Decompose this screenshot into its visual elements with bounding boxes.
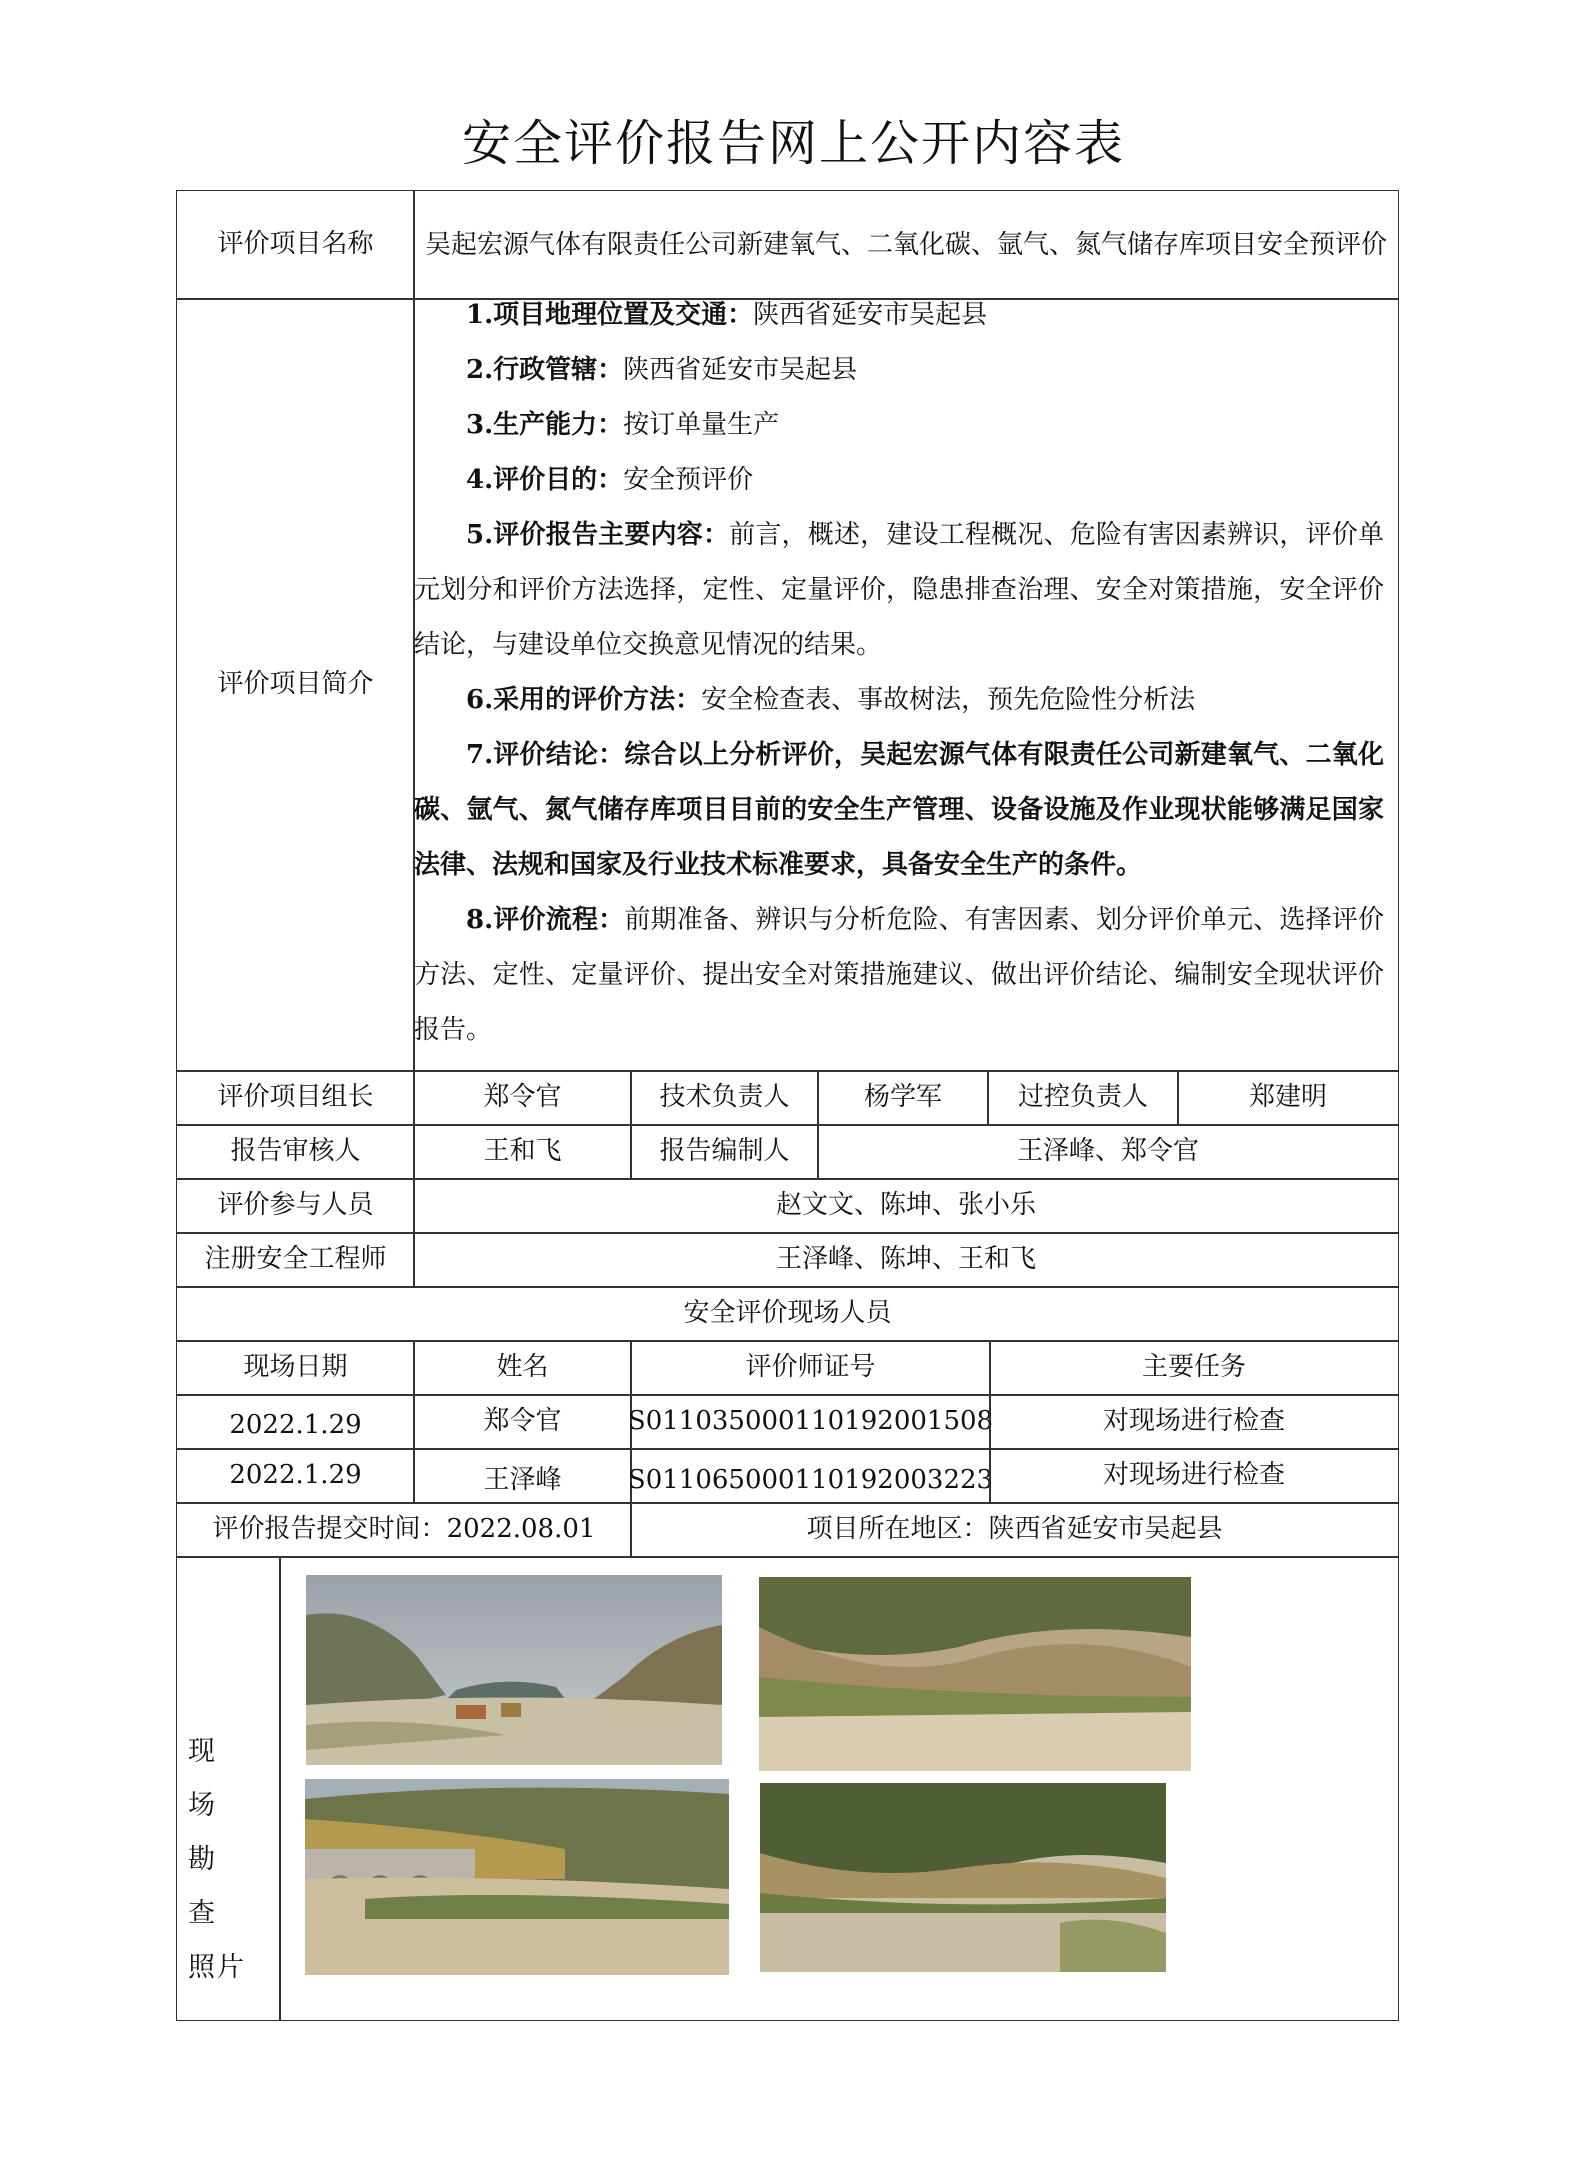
intro-item-key: 7.评价结论： bbox=[466, 740, 625, 770]
engineers-cell bbox=[413, 1232, 1399, 1288]
page-title: 安全评价报告网上公开内容表 bbox=[461, 115, 1125, 172]
intro-item-2 bbox=[414, 343, 1384, 398]
site-row-2-task-cell bbox=[989, 1448, 1399, 1504]
intro-item-5 bbox=[414, 508, 1384, 673]
participants-label-cell bbox=[176, 1178, 415, 1234]
site-header-name: 姓名 bbox=[496, 1352, 549, 1383]
intro-item-key: 2.行政管辖： bbox=[466, 355, 624, 385]
writer-label: 报告编制人 bbox=[659, 1136, 790, 1167]
reviewer-label-cell bbox=[176, 1124, 415, 1180]
tech-cell bbox=[817, 1070, 989, 1126]
site-row-1-date-cell bbox=[176, 1394, 415, 1450]
site-row-2-cert-cell bbox=[627, 1448, 994, 1504]
site-header-name-cell bbox=[413, 1340, 632, 1396]
intro-item-key: 4.评价目的： bbox=[466, 465, 624, 495]
writer-names: 王泽峰、郑令官 bbox=[1016, 1136, 1199, 1167]
area-cell bbox=[630, 1502, 1399, 1558]
submit-date: 2022.08.01 bbox=[446, 1514, 596, 1545]
photos-label-line: 勘 查 bbox=[188, 1844, 237, 1929]
site-photo-3 bbox=[305, 1779, 729, 1975]
site-photo-2 bbox=[759, 1577, 1191, 1771]
photos-label-line: 照片 bbox=[188, 1952, 246, 1983]
site-section-title: 安全评价现场人员 bbox=[683, 1298, 892, 1329]
intro-body bbox=[414, 288, 1384, 1058]
reviewer-name: 王和飞 bbox=[483, 1136, 562, 1167]
submit-cell bbox=[176, 1502, 632, 1558]
area-label: 项目所在地区： bbox=[806, 1514, 989, 1545]
participants-cell bbox=[413, 1178, 1399, 1234]
engineers-label: 注册安全工程师 bbox=[204, 1244, 387, 1275]
site-row-date: 2022.1.29 bbox=[229, 1410, 362, 1441]
site-row-task: 对现场进行检查 bbox=[1102, 1460, 1285, 1491]
intro-item-4 bbox=[414, 453, 1384, 508]
site-photo-4 bbox=[760, 1783, 1166, 1972]
tech-label: 技术负责人 bbox=[659, 1082, 790, 1113]
intro-item-text: 按订单量生产 bbox=[623, 410, 780, 440]
intro-item-7 bbox=[414, 728, 1384, 893]
area-value: 陕西省延安市吴起县 bbox=[988, 1514, 1223, 1545]
project-name-label-cell bbox=[176, 190, 415, 300]
intro-item-key: 5.评价报告主要内容： bbox=[466, 520, 730, 550]
site-row-name: 郑令官 bbox=[483, 1406, 562, 1437]
site-header-cert-cell bbox=[630, 1340, 991, 1396]
photos-label-line: 现 场 bbox=[188, 1736, 237, 1821]
photos-label bbox=[188, 1725, 268, 1995]
submit-label: 评价报告提交时间： bbox=[212, 1514, 447, 1545]
intro-item-text: 前言，概述，建设工程概况、危险有害因素辨识，评价单元划分和评价方法选择，定性、定量评价，隐患排查治理、安全对策措施，安全评价结论，与建设单位交换意见情况的结果。 bbox=[414, 520, 1384, 660]
intro-item-text: 陕西省延安市吴起县 bbox=[753, 300, 988, 330]
reviewer-label: 报告审核人 bbox=[230, 1136, 361, 1167]
site-row-1-cert-cell bbox=[627, 1394, 994, 1450]
intro-item-key: 8.评价流程： bbox=[466, 905, 625, 935]
tech-name: 杨学军 bbox=[863, 1082, 942, 1113]
writer-label-cell bbox=[630, 1124, 819, 1180]
project-name-label: 评价项目名称 bbox=[217, 229, 374, 260]
site-row-cert: S011035000110192001508 bbox=[627, 1406, 994, 1437]
site-row-cert: S011065000110192003223 bbox=[627, 1465, 994, 1496]
leader-label: 评价项目组长 bbox=[217, 1082, 374, 1113]
site-row-2-date-cell bbox=[176, 1448, 415, 1504]
intro-label: 评价项目简介 bbox=[217, 669, 374, 700]
engineers-names: 王泽峰、陈坤、王和飞 bbox=[775, 1244, 1036, 1275]
leader-name: 郑令官 bbox=[483, 1082, 562, 1113]
site-row-task: 对现场进行检查 bbox=[1102, 1406, 1285, 1437]
intro-item-3 bbox=[414, 398, 1384, 453]
process-name: 郑建明 bbox=[1248, 1082, 1327, 1113]
writer-cell bbox=[817, 1124, 1399, 1180]
site-header-task: 主要任务 bbox=[1141, 1352, 1246, 1383]
process-cell bbox=[1177, 1070, 1399, 1126]
site-photo-1 bbox=[306, 1575, 722, 1765]
intro-label-cell bbox=[176, 298, 415, 1072]
reviewer-cell bbox=[413, 1124, 632, 1180]
intro-item-key: 1.项目地理位置及交通： bbox=[466, 300, 754, 330]
process-label: 过控负责人 bbox=[1017, 1082, 1148, 1113]
intro-item-text: 综合以上分析评价，吴起宏源气体有限责任公司新建氧气、二氧化碳、氩气、氮气储存库项目目前的安全生产管理、设备设施及作业现状能够满足国家法律、法规和国家及行业技术标准要求，具备安全生产的条件。 bbox=[414, 740, 1384, 880]
engineers-label-cell bbox=[176, 1232, 415, 1288]
intro-item-key: 3.生产能力： bbox=[466, 410, 624, 440]
site-section-title-cell bbox=[176, 1286, 1399, 1342]
intro-item-text: 陕西省延安市吴起县 bbox=[623, 355, 858, 385]
intro-item-1 bbox=[414, 288, 1384, 343]
leader-cell bbox=[413, 1070, 632, 1126]
site-row-name: 王泽峰 bbox=[483, 1465, 562, 1496]
intro-item-text: 前期准备、辨识与分析危险、有害因素、划分评价单元、选择评价方法、定性、定量评价、提出安全对策措施建议、做出评价结论、编制安全现状评价报告。 bbox=[414, 905, 1384, 1045]
intro-item-8 bbox=[414, 893, 1384, 1058]
site-row-1-task-cell bbox=[989, 1394, 1399, 1450]
site-header-date-cell bbox=[176, 1340, 415, 1396]
intro-item-text: 安全预评价 bbox=[623, 465, 754, 495]
tech-label-cell bbox=[630, 1070, 819, 1126]
intro-item-key: 6.采用的评价方法： bbox=[466, 685, 702, 715]
project-name-value-cell bbox=[413, 190, 1399, 300]
site-header-cert: 评价师证号 bbox=[745, 1352, 876, 1383]
site-header-date: 现场日期 bbox=[243, 1352, 348, 1383]
site-header-task-cell bbox=[989, 1340, 1399, 1396]
leader-label-cell bbox=[176, 1070, 415, 1126]
site-row-1-name-cell bbox=[413, 1394, 632, 1450]
process-label-cell bbox=[987, 1070, 1179, 1126]
site-row-date: 2022.1.29 bbox=[229, 1460, 362, 1491]
intro-item-6 bbox=[414, 673, 1384, 728]
project-name-value: 吴起宏源气体有限责任公司新建氧气、二氧化碳、氩气、氮气储存库项目安全预评价 bbox=[424, 230, 1387, 260]
site-row-2-name-cell bbox=[413, 1448, 632, 1504]
participants-label: 评价参与人员 bbox=[217, 1190, 374, 1221]
intro-item-text: 安全检查表、事故树法，预先危险性分析法 bbox=[701, 685, 1196, 715]
participants-names: 赵文文、陈坤、张小乐 bbox=[775, 1190, 1036, 1221]
